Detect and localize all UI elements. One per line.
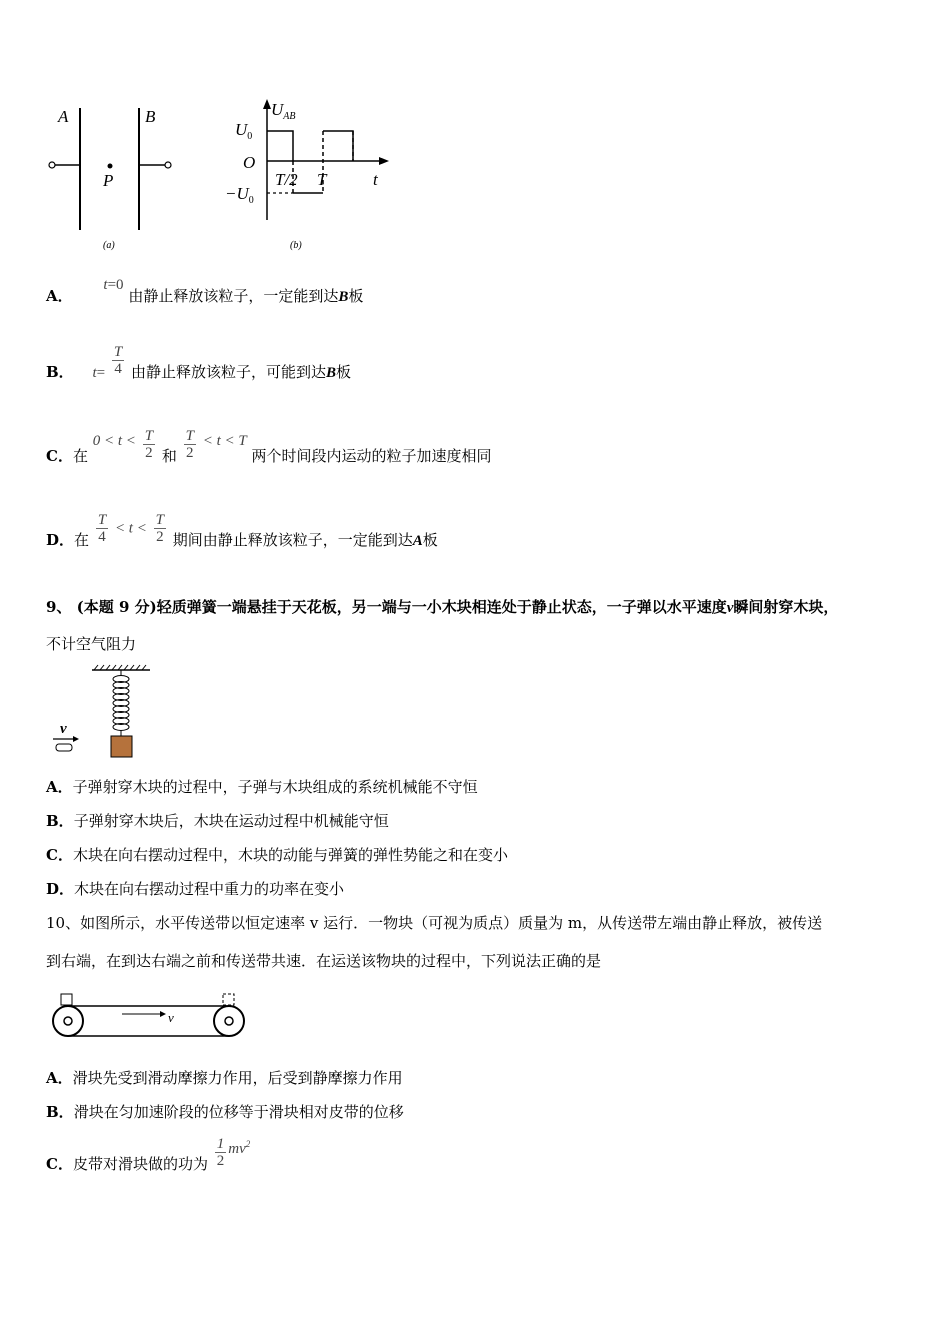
belt-velocity-arrowhead (160, 1011, 166, 1017)
denominator: 2 (186, 445, 194, 461)
half-t-label: T/2 (275, 170, 298, 189)
option-text (173, 531, 438, 549)
option-text: 由静止释放该粒子，一定能到达 (128, 287, 339, 305)
spring-coils (113, 676, 129, 731)
q8-option-a (46, 277, 364, 306)
option-text: 木块在向右摆动过程中重力的功率在变小 (74, 880, 345, 898)
fraction-one-half (215, 1136, 227, 1169)
numerator: T (97, 512, 107, 528)
math-mv2 (228, 1138, 251, 1157)
denominator: 4 (114, 361, 122, 377)
left-roller (53, 1006, 83, 1036)
plate-name: A (412, 532, 423, 549)
prefix: 在 (74, 530, 90, 549)
fraction-t-2-b (184, 428, 196, 461)
q9-option-d (46, 879, 344, 899)
figure-conveyor-belt (46, 990, 251, 1042)
prefix: 在 (72, 446, 88, 465)
option-text (131, 363, 351, 381)
numerator: T (185, 428, 194, 444)
option-text: 子弹射穿木块的过程中，子弹与木块组成的系统机械能不守恒 (72, 778, 478, 796)
option-letter: D． (46, 880, 75, 898)
text: 期间由静止释放该粒子，一定能到达 (172, 530, 413, 549)
numerator: T (144, 428, 154, 444)
math-var: t (103, 277, 108, 293)
neg-u0-label: $-U_0$ (225, 184, 254, 206)
t-axis-label: t (373, 170, 378, 189)
option-text: 子弹射穿木块后，木块在运动过程中机械能守恒 (73, 812, 389, 830)
plate-name: B (338, 289, 349, 305)
pulse-1 (267, 131, 293, 161)
bullet (56, 744, 72, 751)
suffix: 板 (336, 362, 352, 381)
denominator: 2 (156, 529, 164, 545)
math-range: < t < (114, 520, 147, 537)
numerator: T (113, 344, 123, 360)
math-range-2: < t < T (202, 432, 247, 449)
option-text: 两个时间段内运动的粒子加速度相同 (251, 446, 492, 465)
math-var: t (92, 364, 97, 381)
plate-a-label: A (58, 107, 69, 126)
denominator: 2 (145, 445, 153, 461)
plate-name: B (326, 364, 337, 381)
numerator: 1 (216, 1136, 225, 1152)
option-prefix (46, 531, 89, 549)
plate-b-label: B (145, 107, 156, 126)
t-axis-arrow (379, 157, 389, 165)
text: 由静止释放该粒子，可能到达 (131, 362, 327, 381)
figure-a-plates (40, 100, 180, 255)
option-letter: A． (46, 287, 73, 305)
math-t (92, 365, 105, 381)
u0-label: $U_0$ (235, 120, 253, 142)
velocity-symbol: v (726, 600, 734, 616)
option-text: 木块在向右摆动过程中，木块的动能与弹簧的弹性势能之和在变小 (72, 846, 508, 864)
option-prefix (46, 1155, 208, 1173)
particle-p-dot (108, 164, 113, 169)
q9-stem-line2: 不计空气阻力 (46, 635, 137, 653)
stem-text-end: 瞬间射穿木块， (733, 598, 839, 616)
particle-p-label: P (103, 171, 114, 190)
velocity-arrowhead (73, 736, 79, 742)
block-start (61, 994, 72, 1005)
conjunction: 和 (161, 446, 177, 465)
denominator: 2 (216, 1153, 225, 1169)
option-text: 滑块在匀加速阶段的位移等于滑块相对皮带的位移 (73, 1103, 404, 1121)
option-letter: A． (46, 1069, 73, 1087)
fraction-t-2 (154, 512, 166, 545)
q8-option-c (46, 428, 492, 465)
q10-option-a (46, 1068, 403, 1088)
math-range-1: 0 < t < (92, 432, 136, 449)
q10-stem-line2: 到右端，在到达右端之前和传送带共速．在运送该物块的过程中，下列说法正确的是 (46, 952, 602, 970)
fraction-t-2-a (143, 428, 155, 461)
q9-option-a (46, 777, 478, 797)
block-end (223, 994, 234, 1005)
q8-option-b (46, 344, 352, 381)
option-text: 滑块先受到滑动摩擦力作用，后受到静摩擦力作用 (72, 1069, 403, 1087)
q9-option-b (46, 811, 389, 831)
option-suffix: 板 (348, 287, 364, 305)
q9-stem-line1 (46, 597, 838, 618)
wooden-block (111, 736, 132, 757)
u-ab-label: $U_{AB}$ (271, 100, 296, 122)
option-prefix (46, 447, 88, 465)
option-letter: B． (46, 812, 74, 830)
option-letter: A． (46, 778, 73, 796)
math-mv: mv (228, 1140, 246, 1157)
fraction-t-4 (112, 344, 124, 377)
figure-spring-block (50, 664, 160, 762)
t-mark-label: T (317, 170, 327, 189)
q10-option-b (46, 1102, 404, 1122)
terminal-b (165, 162, 171, 168)
option-letter: C． (46, 1154, 73, 1173)
caption-a: (a) (103, 240, 115, 251)
exponent: 2 (245, 1138, 251, 1149)
right-roller (214, 1006, 244, 1036)
math-eq: = (96, 364, 106, 381)
option-letter: C． (46, 846, 73, 864)
math-eq: =0 (107, 277, 124, 293)
bullet-velocity-label: v (60, 721, 67, 737)
option-text: 皮带对滑块做的功为 (72, 1154, 208, 1173)
q10-stem-line1: 10、如图所示，水平传送带以恒定速率 v 运行．一物块（可视为质点）质量为 m，从传送带左端由静止释放，被传送 (46, 914, 823, 932)
q10-option-c (46, 1136, 251, 1173)
q8-option-d (46, 512, 438, 549)
math-t-zero (103, 277, 123, 293)
option-letter: B． (46, 362, 74, 381)
origin-label: O (243, 153, 256, 172)
caption-b: (b) (290, 240, 302, 251)
fraction-t-4 (96, 512, 108, 545)
option-letter: B． (46, 1103, 74, 1121)
pulse-2 (323, 131, 353, 161)
suffix: 板 (422, 530, 438, 549)
terminal-a (49, 162, 55, 168)
option-letter: C． (46, 446, 73, 465)
q9-option-c (46, 845, 508, 865)
belt-velocity-label: v (168, 1010, 174, 1025)
denominator: 4 (98, 529, 106, 545)
numerator: T (155, 512, 164, 528)
figure-b-waveform (225, 95, 395, 255)
stem-text: 9、 (本题 9 分)轻质弹簧一端悬挂于天花板，另一端与一小木块相连处于静止状态，一子弹以水平速度 (46, 598, 727, 616)
option-letter: D． (46, 530, 75, 549)
y-axis-arrow (263, 99, 271, 109)
